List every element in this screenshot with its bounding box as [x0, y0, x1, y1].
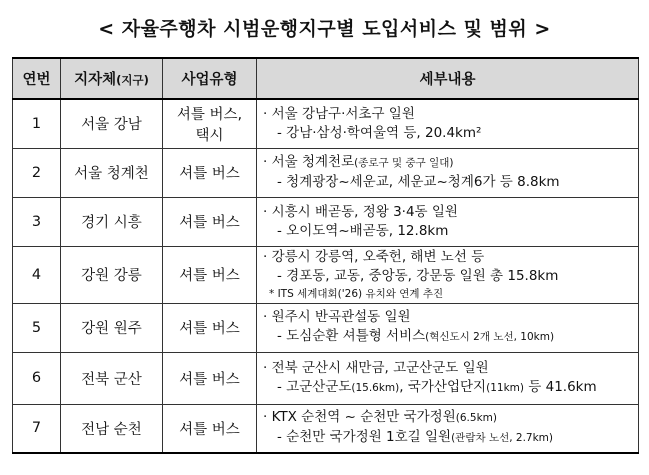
row-type: 셔틀 버스: [163, 148, 257, 197]
detail-line-1: · 시흥시 배곧동, 정왕 3·4동 일원: [263, 203, 458, 220]
header-no: 연번: [13, 58, 61, 99]
detail-line-2: - 오이도역~배곧동, 12.8km: [277, 222, 449, 239]
row-no: 7: [13, 404, 61, 453]
row-region: 전북 군산: [61, 352, 163, 404]
table-row: [13, 404, 639, 453]
detail-line-2: [263, 428, 638, 448]
detail-part: 등 41.6km: [523, 378, 597, 395]
row-detail: [257, 303, 639, 352]
detail-line-2: - 청계광장~세운교, 세운교~청계6가 등 8.8km: [277, 174, 560, 190]
page-title: < 자율주행차 시범운행지구별 도입서비스 및 범위 >: [98, 18, 551, 40]
row-detail: [257, 404, 639, 453]
row-type: 셔틀 버스: [163, 303, 257, 352]
detail-part: , 국가산업단지: [399, 378, 487, 395]
detail-line-2-main: - 순천만 국가정원 1호길 일원: [277, 429, 452, 446]
row-type: 셔틀 버스: [163, 246, 257, 303]
table-row: [13, 246, 639, 303]
header-type: 사업유형: [163, 58, 257, 99]
row-type-line: 택시: [195, 127, 224, 144]
row-region: 서울 강남: [61, 99, 163, 148]
header-region-sub: (지구): [116, 73, 149, 87]
row-no: 3: [13, 197, 61, 246]
row-region: 전남 순천: [61, 404, 163, 453]
service-table: [12, 57, 639, 454]
row-region: 강원 원주: [61, 303, 163, 352]
header-region-label: 지자체: [74, 72, 117, 88]
row-region: 강원 강릉: [61, 246, 163, 303]
table-row: [13, 303, 639, 352]
row-detail: [257, 148, 639, 197]
row-no: 6: [13, 352, 61, 404]
detail-line-2: - 강남·삼성·학여울역 등, 20.4km²: [277, 124, 482, 141]
detail-line-1: · 전북 군산시 새만금, 고군산군도 일원: [263, 359, 489, 376]
header-detail: 세부내용: [257, 58, 639, 99]
detail-line-1-main: · 서울 청계천로: [263, 154, 355, 170]
row-region: 경기 시흥: [61, 197, 163, 246]
row-detail: [257, 99, 639, 148]
detail-line-1: · 서울 강남구·서초구 일원: [263, 105, 415, 122]
detail-line-2-main: - 도심순환 셔틀형 서비스: [277, 328, 426, 344]
detail-line-2-note: (관람차 노선, 2.7km): [451, 432, 554, 445]
table-row: [13, 197, 639, 246]
table-row: [13, 352, 639, 404]
row-no: 1: [13, 99, 61, 148]
row-region: 서울 청계천: [61, 148, 163, 197]
detail-line-1: · 강릉시 강릉역, 오죽헌, 해변 노선 등: [263, 248, 485, 265]
detail-line-1-note: (6.5km): [455, 412, 497, 425]
detail-line-1-note: (종로구 및 중구 일대): [354, 157, 454, 169]
detail-line-1: [263, 408, 638, 428]
row-type: [163, 99, 257, 148]
detail-note: * ITS 세계대회('26) 유치와 연계 추진: [269, 287, 444, 300]
row-type-line: 셔틀 버스,: [176, 106, 243, 123]
detail-line-1: · 원주시 반곡관설동 일원: [263, 309, 411, 325]
detail-line-2: - 경포동, 교동, 중앙동, 강문동 일원 총 15.8km: [277, 267, 559, 284]
row-type: 셔틀 버스: [163, 404, 257, 453]
row-detail: [257, 246, 639, 303]
detail-line-1: [263, 153, 638, 173]
row-detail: [257, 352, 639, 404]
row-no: 4: [13, 246, 61, 303]
detail-line-2: [263, 378, 638, 398]
detail-line-1-main: · KTX 순천역 ~ 순천만 국가정원: [263, 409, 456, 426]
row-detail: [257, 197, 639, 246]
detail-part: - 고군산군도: [277, 378, 352, 395]
header-region: [61, 58, 163, 99]
table-header-row: [13, 58, 639, 99]
row-type: 셔틀 버스: [163, 197, 257, 246]
detail-part-note: (11km): [486, 381, 524, 394]
detail-part-note: (15.6km): [351, 381, 400, 394]
table-row: [13, 148, 639, 197]
row-type: 셔틀 버스: [163, 352, 257, 404]
table-row: [13, 99, 639, 148]
row-no: 2: [13, 148, 61, 197]
detail-line-2-note: (혁신도시 2개 노선, 10km): [425, 331, 555, 343]
row-no: 5: [13, 303, 61, 352]
detail-line-2: [263, 327, 638, 347]
